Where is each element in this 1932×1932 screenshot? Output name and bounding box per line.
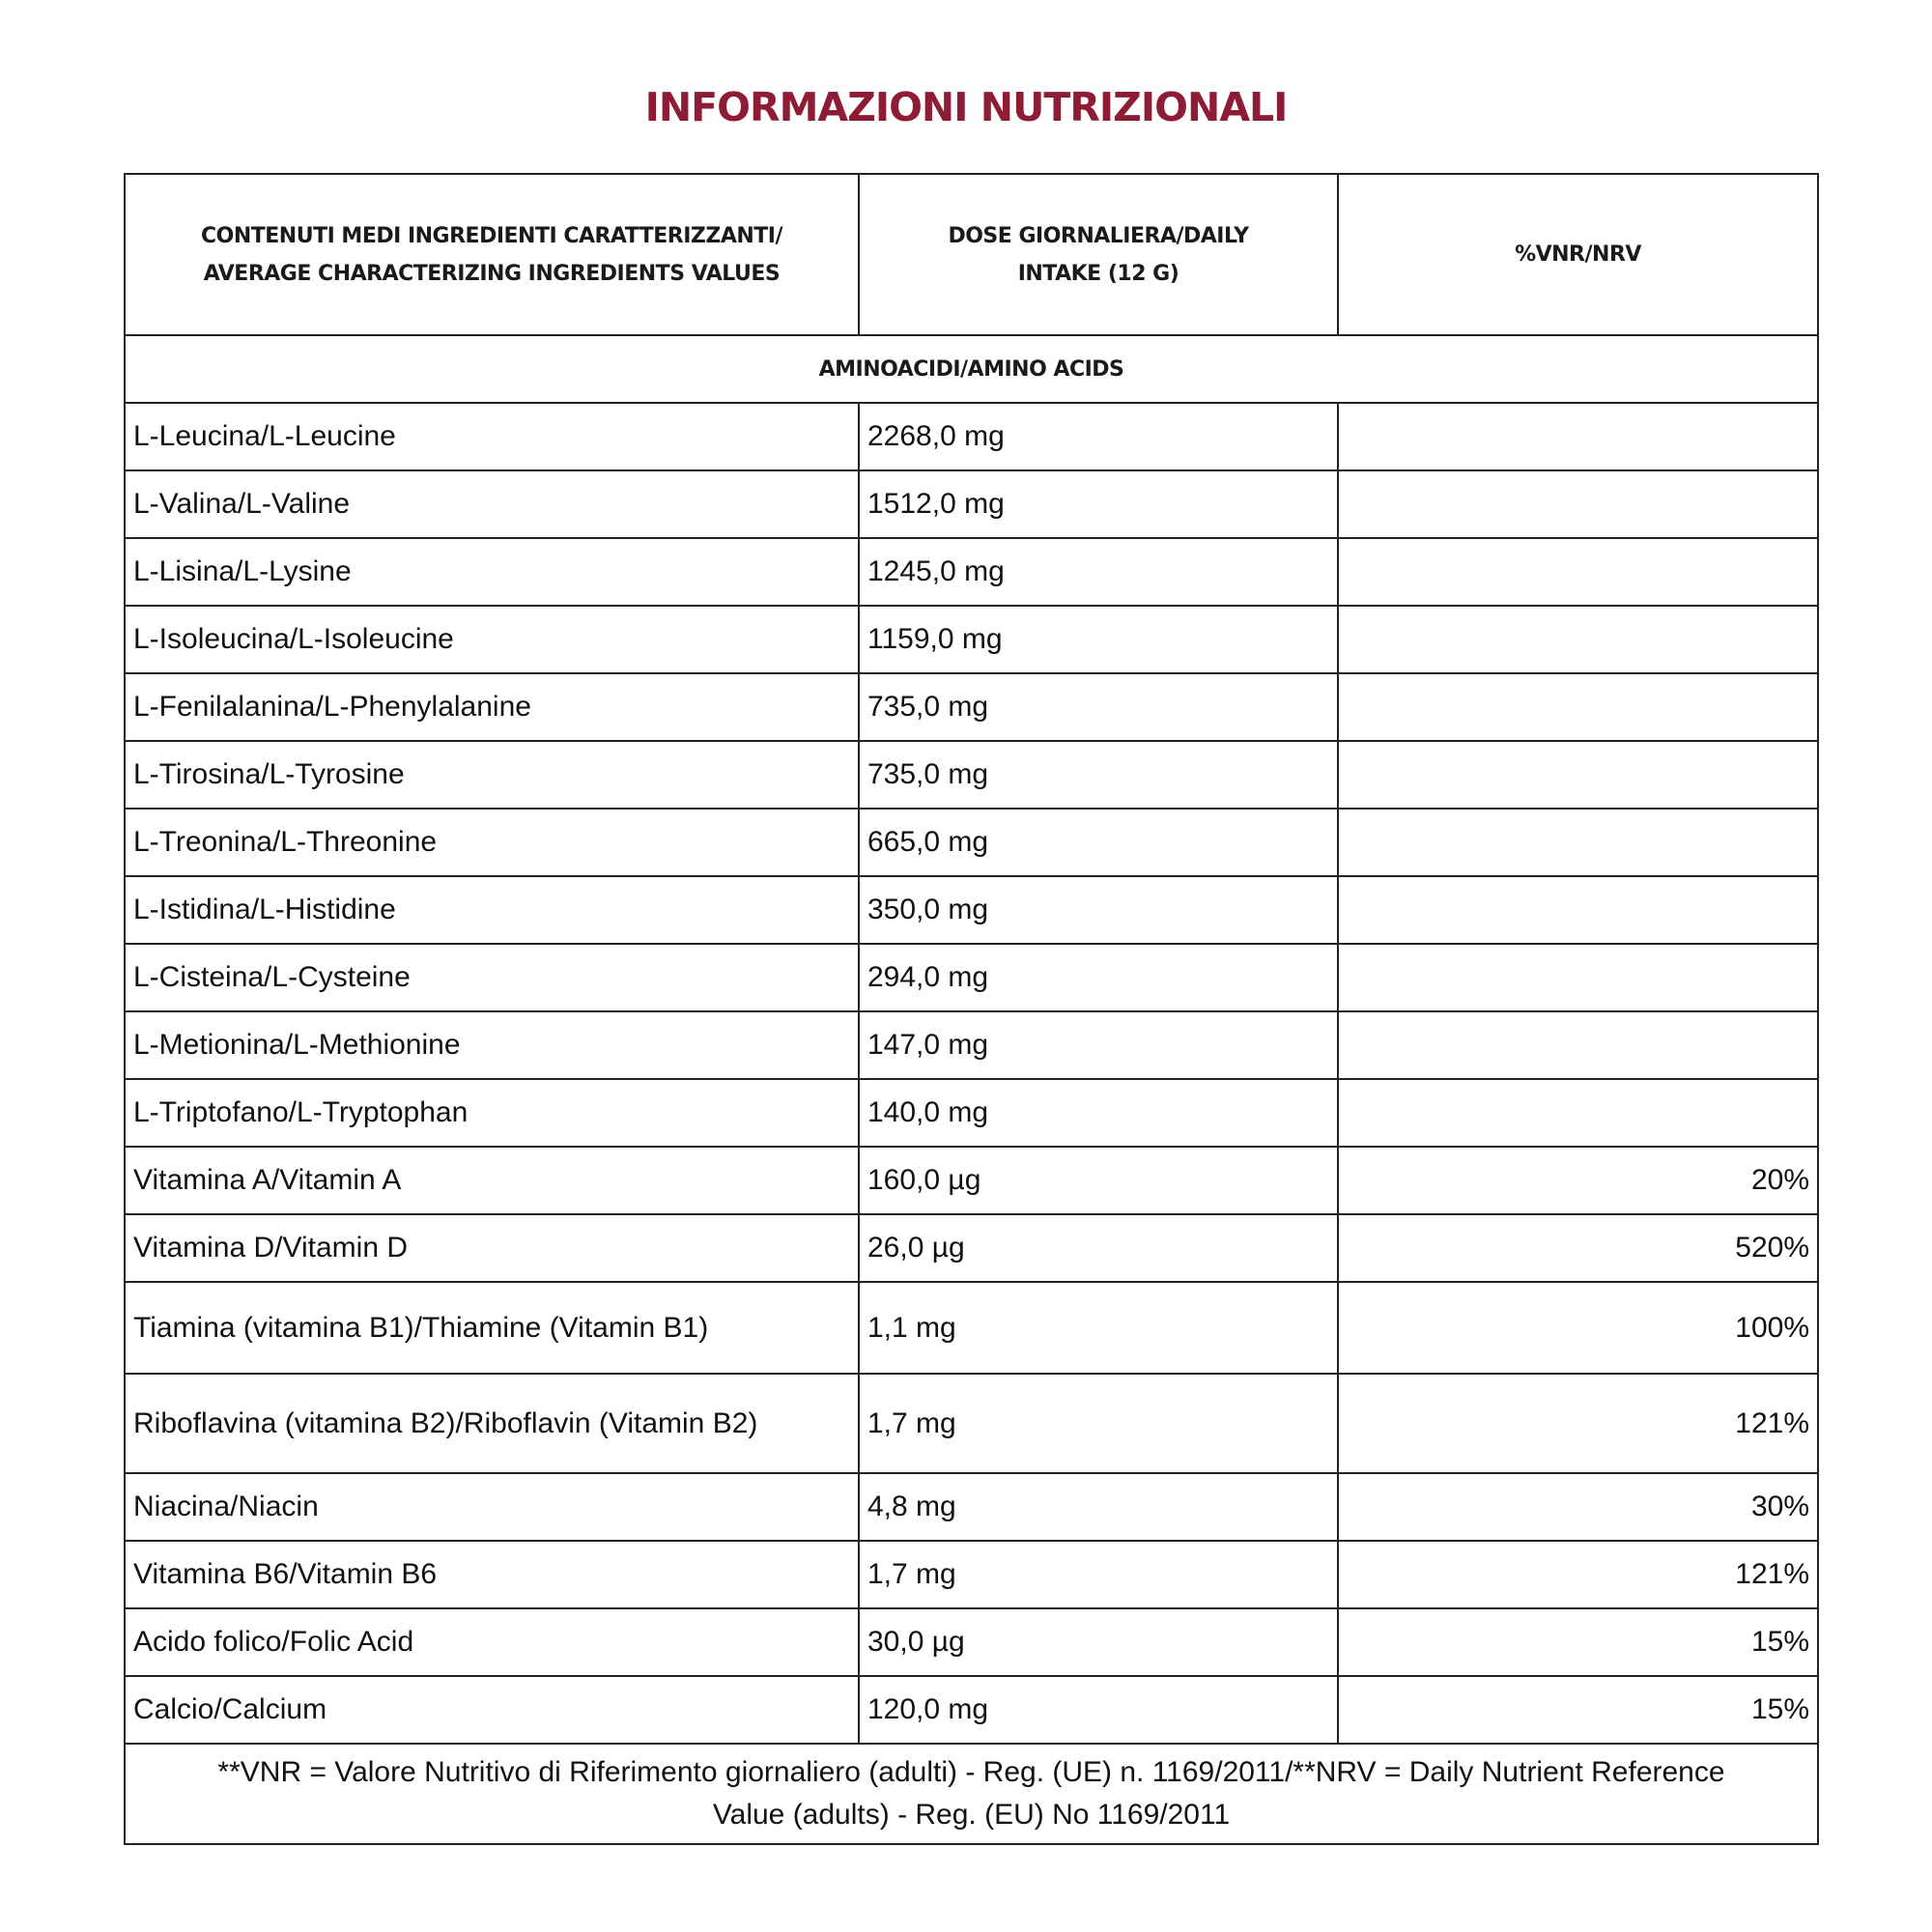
header-dose-line2: INTAKE (12 G) bbox=[1017, 261, 1179, 286]
nutrient-nrv bbox=[1338, 673, 1818, 741]
nutrient-dose: 735,0 mg bbox=[859, 741, 1338, 809]
nutrient-nrv: 520% bbox=[1338, 1214, 1818, 1282]
table-row bbox=[125, 876, 1818, 944]
nutrient-name: Calcio/Calcium bbox=[125, 1676, 859, 1744]
nutrient-name: L-Fenilalanina/L-Phenylalanine bbox=[125, 673, 859, 741]
table-row bbox=[125, 1473, 1818, 1541]
nutrient-dose: 1245,0 mg bbox=[859, 538, 1338, 606]
nutrient-name: L-Leucina/L-Leucine bbox=[125, 403, 859, 470]
nutrient-nrv bbox=[1338, 741, 1818, 809]
footnote-line2: Value (adults) - Reg. (EU) No 1169/2011 bbox=[712, 1799, 1231, 1831]
nutrient-nrv: 121% bbox=[1338, 1541, 1818, 1608]
nutrient-name: Vitamina A/Vitamin A bbox=[125, 1147, 859, 1214]
nutrient-nrv bbox=[1338, 403, 1818, 470]
table-header-row bbox=[125, 174, 1818, 335]
nutrient-nrv bbox=[1338, 470, 1818, 538]
nutrient-name: Niacina/Niacin bbox=[125, 1473, 859, 1541]
table-row bbox=[125, 1282, 1818, 1374]
nutrient-nrv: 121% bbox=[1338, 1374, 1818, 1473]
table-row bbox=[125, 944, 1818, 1011]
nutrient-dose: 2268,0 mg bbox=[859, 403, 1338, 470]
nutrient-nrv bbox=[1338, 944, 1818, 1011]
header-dose bbox=[859, 174, 1338, 335]
nutrient-dose: 26,0 µg bbox=[859, 1214, 1338, 1282]
nutrient-dose: 1,7 mg bbox=[859, 1541, 1338, 1608]
table-row bbox=[125, 1676, 1818, 1744]
table-row bbox=[125, 1079, 1818, 1147]
nutrient-dose: 1,7 mg bbox=[859, 1374, 1338, 1473]
header-nrv: %VNR/NRV bbox=[1338, 174, 1818, 335]
nutrient-dose: 665,0 mg bbox=[859, 809, 1338, 876]
nutrient-nrv bbox=[1338, 876, 1818, 944]
nutrient-name: Tiamina (vitamina B1)/Thiamine (Vitamin B1) bbox=[125, 1282, 859, 1374]
table-row bbox=[125, 1608, 1818, 1676]
header-ingredient-line1: CONTENUTI MEDI INGREDIENTI CARATTERIZZANTI/ bbox=[201, 223, 782, 248]
nutrient-nrv bbox=[1338, 606, 1818, 673]
nutrient-dose: 147,0 mg bbox=[859, 1011, 1338, 1079]
nutrient-name: Acido folico/Folic Acid bbox=[125, 1608, 859, 1676]
footnote-row bbox=[125, 1744, 1818, 1844]
table-row bbox=[125, 673, 1818, 741]
nutrient-dose: 350,0 mg bbox=[859, 876, 1338, 944]
nutrient-dose: 120,0 mg bbox=[859, 1676, 1338, 1744]
nutrient-name: Riboflavina (vitamina B2)/Riboflavin (Vitamin B2) bbox=[125, 1374, 859, 1473]
nutrient-nrv bbox=[1338, 538, 1818, 606]
table-row bbox=[125, 1147, 1818, 1214]
nutrient-nrv: 20% bbox=[1338, 1147, 1818, 1214]
nutrient-name: L-Cisteina/L-Cysteine bbox=[125, 944, 859, 1011]
nutrient-name: L-Lisina/L-Lysine bbox=[125, 538, 859, 606]
nutrient-name: L-Metionina/L-Methionine bbox=[125, 1011, 859, 1079]
nutrient-name: L-Valina/L-Valine bbox=[125, 470, 859, 538]
nutrient-dose: 1159,0 mg bbox=[859, 606, 1338, 673]
table-row bbox=[125, 1541, 1818, 1608]
nutrient-name: L-Treonina/L-Threonine bbox=[125, 809, 859, 876]
nutrient-name: L-Istidina/L-Histidine bbox=[125, 876, 859, 944]
nutrient-nrv: 15% bbox=[1338, 1608, 1818, 1676]
table-row bbox=[125, 403, 1818, 470]
nutrient-dose: 160,0 µg bbox=[859, 1147, 1338, 1214]
table-row bbox=[125, 1011, 1818, 1079]
nutrition-table bbox=[124, 173, 1819, 1845]
page-title: INFORMAZIONI NUTRIZIONALI bbox=[644, 84, 1288, 130]
table-row bbox=[125, 470, 1818, 538]
table-row bbox=[125, 538, 1818, 606]
nutrient-nrv bbox=[1338, 809, 1818, 876]
table-row bbox=[125, 1214, 1818, 1282]
header-ingredient bbox=[125, 174, 859, 335]
nutrient-dose: 4,8 mg bbox=[859, 1473, 1338, 1541]
nutrient-name: Vitamina B6/Vitamin B6 bbox=[125, 1541, 859, 1608]
nutrient-name: L-Tirosina/L-Tyrosine bbox=[125, 741, 859, 809]
nutrient-nrv bbox=[1338, 1079, 1818, 1147]
table-row bbox=[125, 809, 1818, 876]
header-dose-line1: DOSE GIORNALIERA/DAILY bbox=[948, 223, 1249, 248]
nutrient-name: L-Isoleucina/L-Isoleucine bbox=[125, 606, 859, 673]
table-row bbox=[125, 606, 1818, 673]
nutrient-nrv: 100% bbox=[1338, 1282, 1818, 1374]
nutrient-nrv: 15% bbox=[1338, 1676, 1818, 1744]
nutrient-dose: 1,1 mg bbox=[859, 1282, 1338, 1374]
section-row bbox=[125, 335, 1818, 403]
section-amino-acids: AMINOACIDI/AMINO ACIDS bbox=[125, 335, 1818, 403]
nutrient-name: L-Triptofano/L-Tryptophan bbox=[125, 1079, 859, 1147]
footnote-line1: **VNR = Valore Nutritivo di Riferimento giornaliero (adulti) - Reg. (UE) n. 1169/2011/**NRV = Daily Nutrient Reference bbox=[217, 1756, 1725, 1788]
nutrient-nrv bbox=[1338, 1011, 1818, 1079]
nutrient-name: Vitamina D/Vitamin D bbox=[125, 1214, 859, 1282]
nutrient-dose: 30,0 µg bbox=[859, 1608, 1338, 1676]
nutrient-dose: 294,0 mg bbox=[859, 944, 1338, 1011]
table-row bbox=[125, 741, 1818, 809]
nutrient-dose: 735,0 mg bbox=[859, 673, 1338, 741]
table-row bbox=[125, 1374, 1818, 1473]
header-ingredient-line2: AVERAGE CHARACTERIZING INGREDIENTS VALUES bbox=[203, 261, 781, 286]
nutrient-nrv: 30% bbox=[1338, 1473, 1818, 1541]
nutrient-dose: 140,0 mg bbox=[859, 1079, 1338, 1147]
footnote bbox=[125, 1744, 1818, 1844]
nutrient-dose: 1512,0 mg bbox=[859, 470, 1338, 538]
